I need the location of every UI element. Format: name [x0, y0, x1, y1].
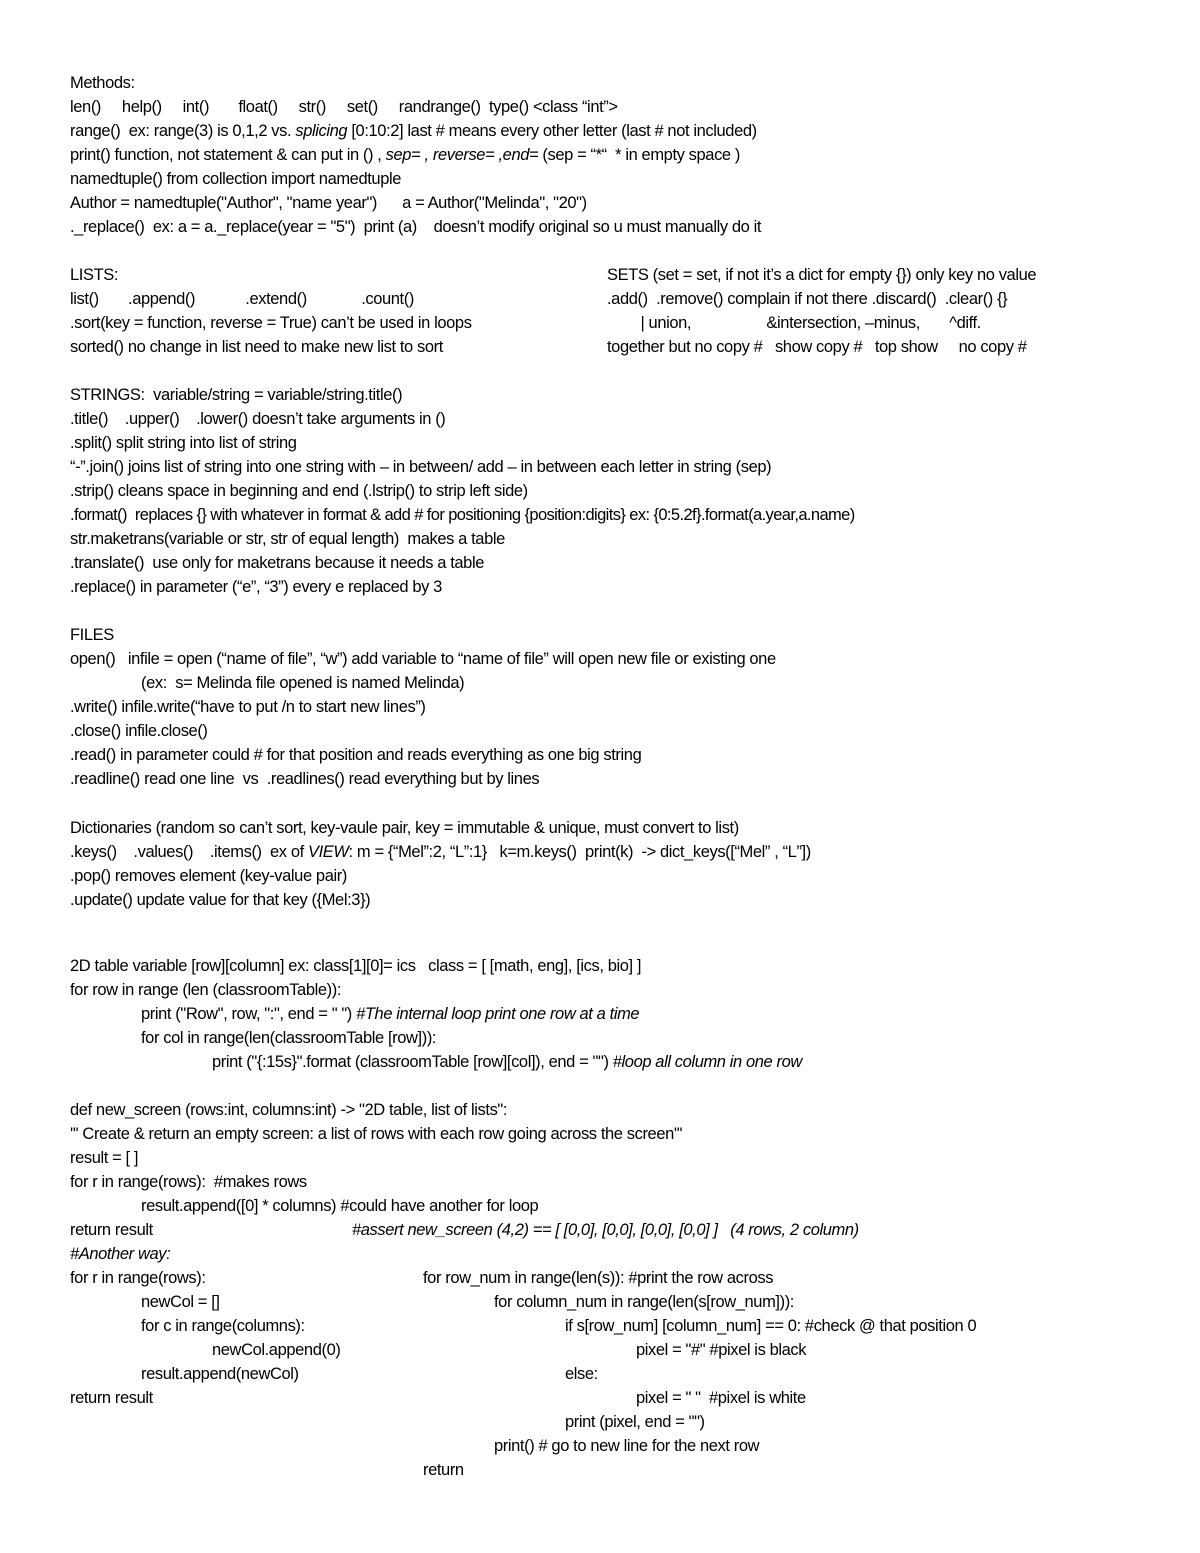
sets-line-1: SETS (set = set, if not it’s a dict for empty {}) only key no value	[607, 266, 1037, 284]
italic-segment: VIEW	[307, 843, 349, 861]
strings-line-9: .replace() in parameter (“e”, “3”) every e replaced by 3	[70, 578, 442, 596]
sets-line-2: .add() .remove() complain if not there .discard() .clear() {}	[607, 290, 1008, 308]
screen-line-6: return result	[70, 1221, 153, 1239]
sets-line-4: together but no copy # show copy # top show no copy #	[607, 338, 1027, 356]
code-segment: print ("{:15s}".format (classroomTable [row][col]), end = "")	[212, 1053, 613, 1071]
screen-line-8: for r in range(rows):	[70, 1269, 206, 1287]
text-segment: .keys() .values() .items() ex of	[70, 843, 308, 861]
printer-line-8: print() # go to new line for the next row	[494, 1437, 760, 1455]
strings-line-6: .format() replaces {} with whatever in format & add # for positioning {position:digits} ex: {0:5.2f}.format(a.year,a.name)	[70, 506, 855, 524]
files-line-6: .readline() read one line vs .readlines() read everything but by lines	[70, 770, 540, 788]
comment-segment: #loop all column in one row	[612, 1053, 802, 1071]
printer-line-7: print (pixel, end = "")	[565, 1413, 705, 1431]
assert-comment: #assert new_screen (4,2) == [ [0,0], [0,0], [0,0], [0,0] ] (4 rows, 2 column)	[352, 1221, 859, 1239]
dicts-line-3: .pop() removes element (key-value pair)	[70, 867, 347, 885]
italic-segment: splicing	[295, 122, 348, 140]
files-line-5: .read() in parameter could # for that position and reads everything as one big string	[70, 746, 642, 764]
lists-line-3: sorted() no change in list need to make new list to sort	[70, 338, 443, 356]
printer-line-3: if s[row_num] [column_num] == 0: #check @ that position 0	[565, 1317, 977, 1335]
comment-segment: #The internal loop print one row at a time	[356, 1005, 640, 1023]
table2d-line-5	[212, 1050, 802, 1074]
dicts-line-2	[70, 840, 811, 864]
code-segment: print ("Row", row, ":", end = " ")	[141, 1005, 357, 1023]
printer-line-6: pixel = " " #pixel is white	[636, 1389, 806, 1407]
files-line-3: .write() infile.write(“have to put /n to start new lines”)	[70, 698, 426, 716]
strings-line-2: .title() .upper() .lower() doesn’t take arguments in ()	[70, 410, 446, 428]
printer-line-9: return	[423, 1461, 464, 1479]
strings-line-4: “-”.join() joins list of string into one string with – in between/ add – in between each letter in string (sep)	[70, 458, 772, 476]
methods-line-5: Author = namedtuple("Author", "name year") a = Author("Melinda", "20")	[70, 194, 587, 212]
screen-line-3: result = [ ]	[70, 1149, 139, 1167]
text-segment: print() function, not statement & can put in () ,	[70, 146, 386, 164]
screen-line-11: newCol.append(0)	[212, 1341, 341, 1359]
methods-line-6: ._replace() ex: a = a._replace(year = "5") print (a) doesn’t modify original so u must manually do it	[70, 218, 762, 236]
printer-line-1: for row_num in range(len(s)): #print the row across	[423, 1269, 774, 1287]
screen-line-2: ''' Create & return an empty screen: a list of rows with each row going across the screen'''	[70, 1125, 683, 1143]
text-segment: : m = {“Mel”:2, “L”:1} k=m.keys() print(k) -> dict_keys([“Mel” , “L”])	[348, 843, 811, 861]
screen-line-5: result.append([0] * columns) #could have another for loop	[141, 1197, 539, 1215]
table2d-line-2: for row in range (len (classroomTable)):	[70, 981, 342, 999]
sets-line-3: | union, &intersection, –minus, ^diff.	[607, 314, 981, 332]
strings-line-1: STRINGS: variable/string = variable/string.title()	[70, 386, 403, 404]
screen-line-12: result.append(newCol)	[141, 1365, 299, 1383]
dicts-line-1: Dictionaries (random so can’t sort, key-vaule pair, key = immutable & unique, must convert to list)	[70, 819, 739, 837]
methods-line-3	[70, 143, 740, 167]
methods-line-4: namedtuple() from collection import namedtuple	[70, 170, 402, 188]
table2d-line-3	[141, 1002, 639, 1026]
printer-line-2: for column_num in range(len(s[row_num])):	[494, 1293, 794, 1311]
dicts-line-4: .update() update value for that key ({Mel:3})	[70, 891, 371, 909]
another-way-comment: #Another way:	[70, 1245, 171, 1263]
lists-line-1: list() .append() .extend() .count()	[70, 290, 414, 308]
text-segment: range() ex: range(3) is 0,1,2 vs.	[70, 122, 296, 140]
strings-line-8: .translate() use only for maketrans because it needs a table	[70, 554, 485, 572]
strings-line-3: .split() split string into list of string	[70, 434, 297, 452]
methods-heading: Methods:	[70, 74, 135, 92]
files-line-4: .close() infile.close()	[70, 722, 208, 740]
screen-line-9: newCol = []	[141, 1293, 220, 1311]
screen-line-10: for c in range(columns):	[141, 1317, 305, 1335]
strings-line-5: .strip() cleans space in beginning and end (.lstrip() to strip left side)	[70, 482, 528, 500]
italic-segment: sep= , reverse= ,end=	[385, 146, 539, 164]
screen-line-4: for r in range(rows): #makes rows	[70, 1173, 307, 1191]
lists-heading: LISTS:	[70, 266, 119, 284]
lists-line-2: .sort(key = function, reverse = True) can’t be used in loops	[70, 314, 472, 332]
text-segment: (sep = “*“ * in empty space )	[538, 146, 740, 164]
files-line-2: (ex: s= Melinda file opened is named Melinda)	[141, 674, 465, 692]
printer-line-4: pixel = "#" #pixel is black	[636, 1341, 807, 1359]
table2d-line-1: 2D table variable [row][column] ex: class[1][0]= ics class = [ [math, eng], [ics, bio] ]	[70, 957, 642, 975]
strings-line-7: str.maketrans(variable or str, str of equal length) makes a table	[70, 530, 505, 548]
text-segment: [0:10:2] last # means every other letter (last # not included)	[347, 122, 757, 140]
screen-line-1: def new_screen (rows:int, columns:int) -> "2D table, list of lists":	[70, 1101, 508, 1119]
files-line-1: open() infile = open (“name of file”, “w”) add variable to “name of file” will open new file or existing one	[70, 650, 776, 668]
methods-line-1: len() help() int() float() str() set() randrange() type() <class “int”>	[70, 98, 618, 116]
table2d-line-4: for col in range(len(classroomTable [row])):	[141, 1029, 437, 1047]
printer-line-5: else:	[565, 1365, 598, 1383]
files-heading: FILES	[70, 626, 114, 644]
screen-line-13: return result	[70, 1389, 153, 1407]
methods-line-2	[70, 119, 757, 143]
